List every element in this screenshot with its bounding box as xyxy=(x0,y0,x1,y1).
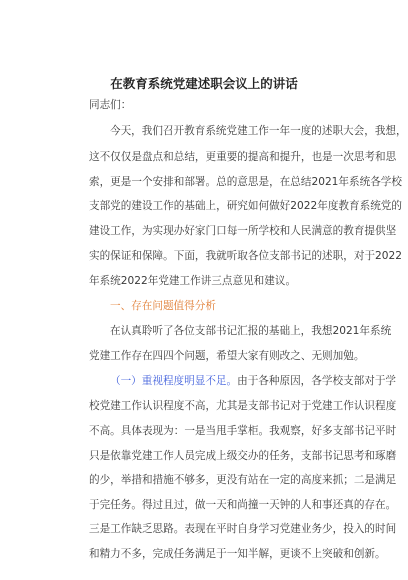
paragraph-line: 今天，我们召开教育系统党建工作一年一度的述职大会，我想， xyxy=(110,125,407,137)
paragraph-line: 实的保证和保障。下面，我就听取各位支部书记的述职，对于2022 xyxy=(89,250,402,262)
paragraph-line: 年系统2022年党建工作讲三点意见和建议。 xyxy=(89,275,297,287)
paragraph-line: 于完任务。得过且过，做一天和尚撞一天钟的人和事还真的存在。 xyxy=(89,499,397,511)
paragraph-line: 校党建工作认识程度不高，尤其是支部书记对于党建工作认识程度 xyxy=(89,400,397,412)
subsection-line xyxy=(110,374,396,388)
paragraph-line: 不高。具体表现为：一是当甩手掌柜。我观察，好多支部书记平时 xyxy=(89,425,397,437)
paragraph-line: 只是依靠党建工作人员完成上级交办的任务，支部书记思考和琢磨 xyxy=(89,450,397,462)
paragraph-line: 和精力不多，完成任务满足于一知半解，更谈不上突破和创新。 xyxy=(89,548,386,560)
paragraph-line: 支部党的建设工作的基础上，研究如何做好2022年度教育系统党的 xyxy=(89,200,402,212)
subsection-heading: （一）重视程度明显不足。 xyxy=(110,375,238,387)
paragraph-line: 三是工作缺乏思路。表现在平时自身学习党建业务少，投入的时间 xyxy=(89,523,397,535)
subsection-text: 由于各种原因，各学校支部对于学 xyxy=(237,375,397,387)
paragraph-line: 在认真聆听了各位支部书记汇报的基础上，我想2021年系统 xyxy=(110,325,392,337)
paragraph-line: 索，更是一个安排和部署。总的意思是，在总结2021年系统各学校 xyxy=(89,176,402,188)
paragraph-line: 的少，举措和措施不够多，更没有站在一定的高度来抓；二是满足 xyxy=(89,474,397,486)
paragraph-line: 这不仅仅是盘点和总结，更重要的提高和提升，也是一次思考和思 xyxy=(89,151,397,163)
paragraph-line: 党建工作存在四四个问题，希望大家有则改之、无则加勉。 xyxy=(89,350,365,362)
document-title: 在教育系统党建述职会议上的讲话 xyxy=(110,76,298,91)
section-heading: 一、存在问题值得分析 xyxy=(110,300,216,312)
paragraph-line: 建设工作，为实现办好家门口每一所学校和人民满意的教育提供坚 xyxy=(89,225,397,237)
salutation: 同志们： xyxy=(89,99,132,111)
